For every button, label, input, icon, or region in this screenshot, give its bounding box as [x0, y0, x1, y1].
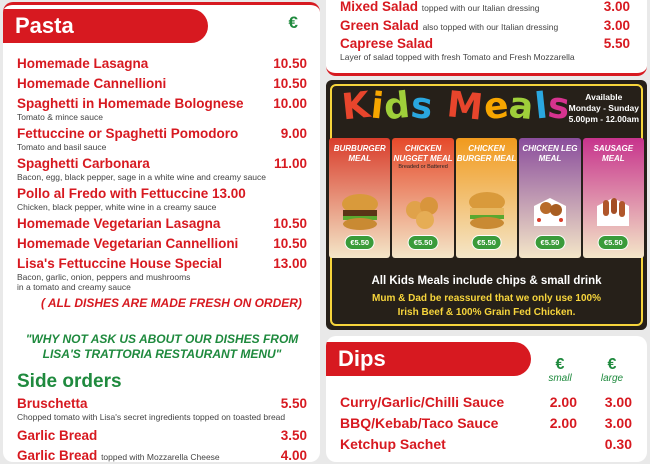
menu-item: Caprese Salad 5.50 Layer of salad topped with fresh Tomato and Fresh Mozzarella [340, 36, 630, 62]
kids-meal-card [519, 138, 580, 258]
ask-note-line2: LISA'S TRATTORIA RESTAURANT MENU" [42, 347, 282, 361]
menu-item: Garlic Bread topped with Mozzarella Cheese 4.00 [17, 448, 307, 462]
menu-item: Green Salad also topped with our Italian dressing 3.00 [340, 18, 630, 33]
kids-availability: Available Monday - Sunday 5.00pm - 12.00am [568, 92, 639, 124]
kids-meal-name: CHICKEN NUGGET MEAL [393, 144, 453, 163]
kids-meal-card [329, 138, 390, 258]
item-desc: in a tomato and creamy sauce [17, 282, 131, 292]
kids-title-letter: s [545, 84, 573, 129]
kids-meal-name: CHICKEN BURGER MEAL [456, 144, 517, 163]
menu-item: Mixed Salad topped with our Italian dressing 3.00 [340, 0, 630, 14]
menu-item: Spaghetti Carbonara 11.00 Bacon, egg, black pepper, sage in a white wine and creamy sauce [17, 156, 307, 182]
kids-meal-price: €5.50 [408, 235, 439, 250]
item-desc: topped with Mozzarella Cheese [101, 452, 220, 462]
item-price: 10.50 [273, 56, 307, 71]
item-price-large: 3.00 [604, 394, 632, 410]
item-price: 5.50 [603, 36, 630, 51]
item-desc: also topped with our Italian dressing [422, 22, 559, 32]
kids-meal-food-icon [591, 188, 635, 237]
kids-meal-food-icon [465, 188, 509, 237]
kids-title-letter: i [368, 85, 387, 128]
currency-symbol: € [288, 13, 298, 32]
item-desc: topped with our Italian dressing [421, 3, 540, 13]
kids-title-letter: K [339, 84, 373, 129]
item-price-small: 2.00 [549, 394, 577, 410]
kids-title-letter: d [382, 84, 414, 129]
item-price: 3.00 [603, 18, 630, 33]
kids-meal-sub: Breaded or Battered [398, 164, 448, 170]
side-orders-title: Side orders [17, 371, 122, 392]
menu-item: Ketchup Sachet 0.30 [340, 436, 632, 452]
item-price-large: 3.00 [604, 415, 632, 431]
item-price: 9.00 [280, 126, 307, 141]
kids-meal-card [456, 138, 517, 258]
kids-meal-list [329, 138, 644, 258]
kids-meals-panel [326, 80, 647, 330]
menu-item: Lisa's Fettuccine House Special 13.00 Bacon, garlic, onion, peppers and mushrooms in a tomato and creamy sauce [17, 256, 307, 292]
item-price: 10.50 [273, 216, 307, 231]
item-price: 10.50 [273, 236, 307, 251]
ask-note-line1: "WHY NOT ASK US ABOUT OUR DISHES FROM [25, 332, 299, 346]
kids-meal-name: BURBURGER MEAL [333, 144, 386, 163]
kids-meal-price: €5.50 [344, 235, 375, 250]
pasta-title: Pasta [15, 13, 74, 38]
kids-meal-name: CHICKEN LEG MEAL [522, 144, 578, 163]
menu-item: Homemade Vegetarian Lasagna 10.50 [17, 216, 307, 231]
menu-item: Homemade Vegetarian Cannellioni 10.50 [17, 236, 307, 251]
menu-item: Spaghetti in Homemade Bolognese 10.00 Tomato & mince sauce [17, 96, 307, 122]
kids-includes: All Kids Meals include chips & small drink [371, 275, 602, 287]
kids-meal-price: €5.50 [471, 235, 502, 250]
kids-title-letter: a [507, 84, 537, 129]
kids-meal-card [392, 138, 453, 258]
salads-panel [326, 0, 647, 76]
item-desc: Tomato & mince sauce [17, 112, 103, 122]
kids-meal-price: €5.50 [535, 235, 566, 250]
item-price: 4.00 [280, 448, 307, 462]
kids-title-letter: l [532, 85, 551, 128]
dips-header [326, 342, 531, 376]
item-price: 13.00 [273, 256, 307, 271]
item-desc: Bacon, egg, black pepper, sage in a white wine and creamy sauce [17, 172, 267, 182]
kids-meal-name: SAUSAGE MEAL [593, 144, 634, 163]
fresh-note: ( ALL DISHES ARE MADE FRESH ON ORDER) [41, 296, 302, 310]
item-desc: Chicken, black pepper, white wine in a creamy sauce [17, 202, 217, 212]
item-desc: Tomato and basil sauce [17, 142, 107, 152]
item-price: 11.00 [273, 156, 307, 171]
dips-panel [326, 336, 647, 462]
item-price-small: 2.00 [549, 415, 577, 431]
item-price: 10.50 [273, 76, 307, 91]
kids-title-letter: M [444, 84, 486, 129]
kids-meal-food-icon [528, 188, 572, 237]
pasta-header [3, 9, 208, 43]
item-price: 3.00 [603, 0, 630, 14]
menu-item: Pollo al Fredo with Fettuccine 13.00 Chicken, black pepper, white wine in a creamy sauce [17, 186, 307, 212]
menu-item: Homemade Lasagna 10.50 [17, 56, 307, 71]
menu-item: BBQ/Kebab/Taco Sauce 2.00 3.00 [340, 415, 632, 431]
dips-title: Dips [338, 346, 386, 371]
pasta-panel [3, 2, 320, 462]
kids-title-letter: e [481, 84, 512, 129]
col-large-header: € large [600, 356, 624, 384]
col-small-header: € small [548, 356, 572, 384]
item-price-large: 0.30 [604, 436, 632, 452]
menu-item: Garlic Bread 3.50 [17, 428, 307, 443]
menu-item: Bruschetta 5.50 Chopped tomato with Lisa's secret ingredients topped on toasted bread [17, 396, 307, 422]
kids-meals-title [339, 84, 573, 129]
kids-meal-food-icon [401, 188, 445, 237]
kids-meal-food-icon [338, 188, 382, 237]
kids-title-letter: s [408, 84, 436, 129]
item-price: 3.50 [280, 428, 307, 443]
item-price: 5.50 [280, 396, 307, 411]
item-desc: Chopped tomato with Lisa's secret ingredients topped on toasted bread [17, 412, 286, 422]
kids-meal-card [583, 138, 644, 258]
item-price: 10.00 [273, 96, 307, 111]
menu-item: Homemade Cannellioni 10.50 [17, 76, 307, 91]
menu-item: Fettuccine or Spaghetti Pomodoro 9.00 Tomato and basil sauce [17, 126, 307, 152]
menu-item: Curry/Garlic/Chilli Sauce 2.00 3.00 [340, 394, 632, 410]
kids-meal-price: €5.50 [598, 235, 629, 250]
kids-reassure: Mum & Dad be reassured that we only use 100% Irish Beef & 100% Grain Fed Chicken. [372, 293, 601, 318]
item-desc: Bacon, garlic, onion, peppers and mushrooms [17, 272, 191, 282]
item-desc: Layer of salad topped with fresh Tomato and Fresh Mozzarella [340, 52, 575, 62]
